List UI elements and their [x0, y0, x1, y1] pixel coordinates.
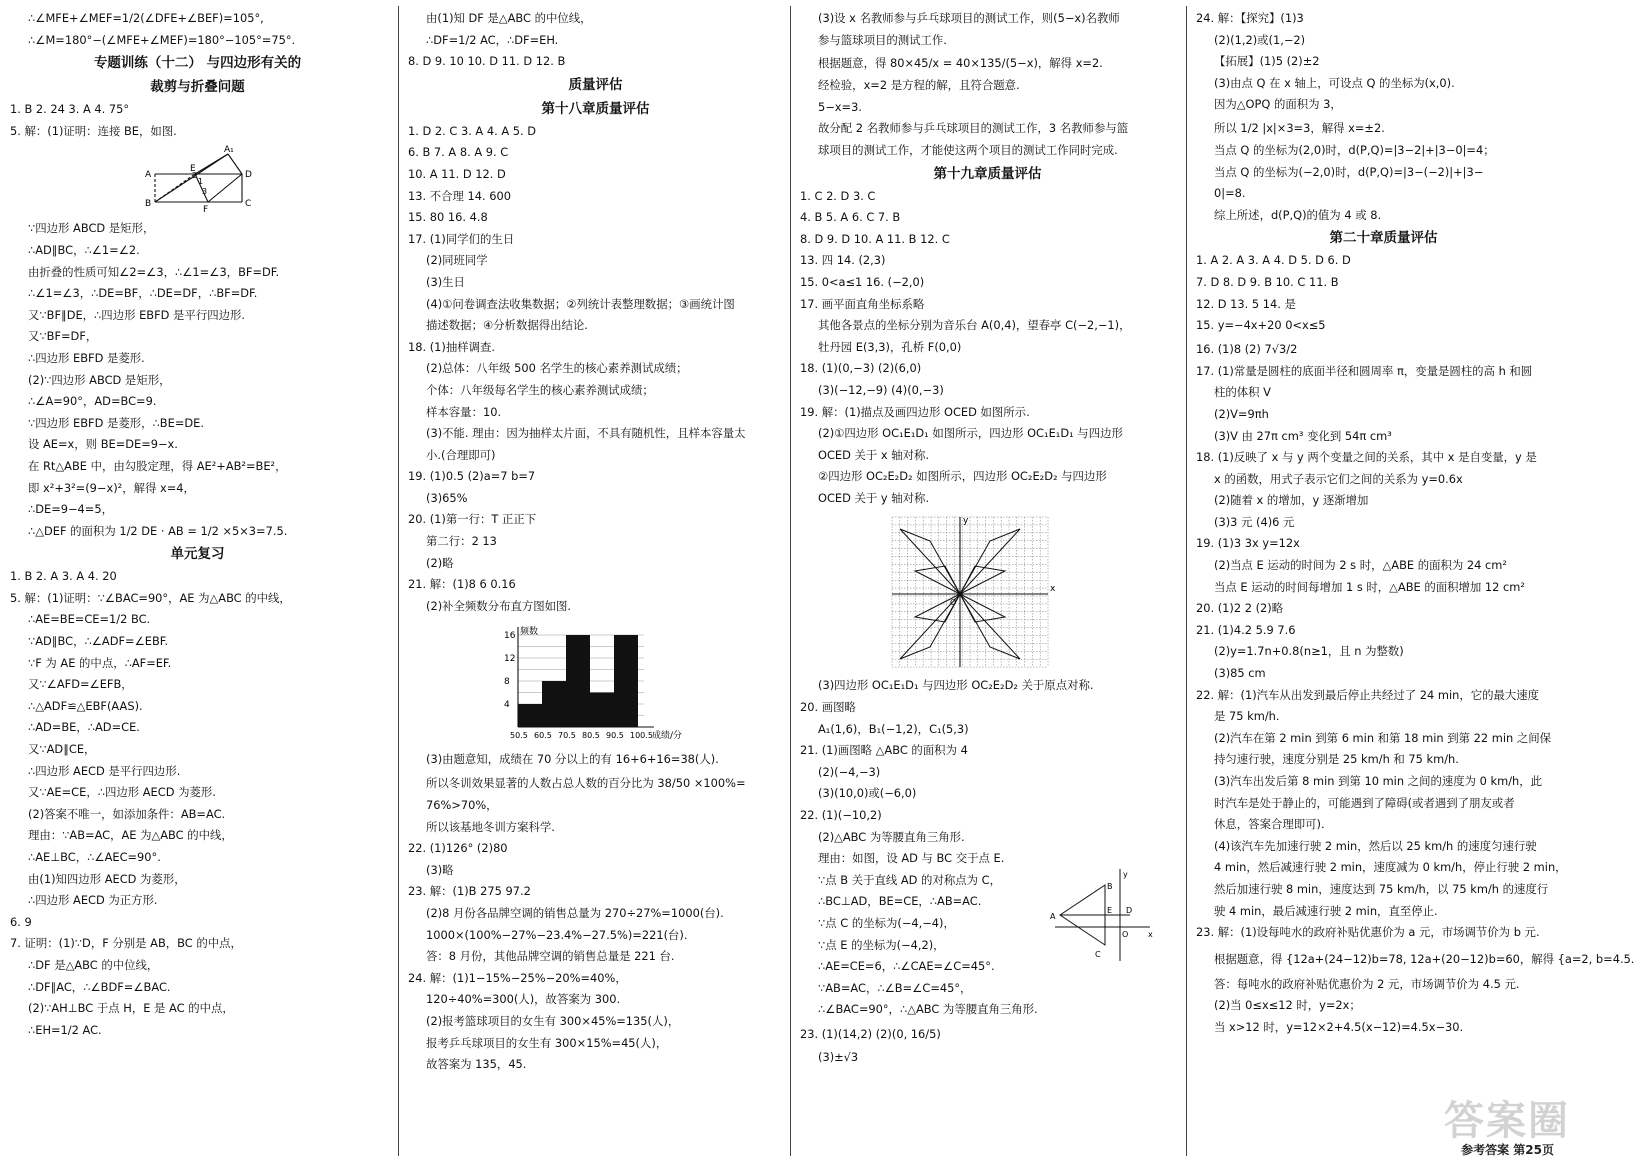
- text-line: 柱的体积 V: [1214, 385, 1271, 400]
- section-heading: 第十八章质量评估: [541, 100, 650, 117]
- text-line: 1. D 2. C 3. A 4. A 5. D: [408, 123, 537, 138]
- text-line: ∴∠MFE+∠MEF=1/2(∠DFE+∠BEF)=105°,: [28, 11, 264, 25]
- text-line: (3)汽车出发后第 8 min 到第 10 min 之间的速度为 0 km/h，此: [1214, 774, 1543, 788]
- section-heading: 第十九章质量评估: [933, 165, 1042, 182]
- x-axis-label: 成绩/分: [652, 731, 683, 742]
- text-line: ∵点 B 关于直线 AD 的对称点为 C，: [818, 872, 1001, 887]
- text-line: 1. B 2. 24 3. A 4. 75°: [10, 102, 130, 117]
- text-line: 当点 Q 的坐标为(2,0)时，d(P,Q)=|3−2|+|3−0|=4；: [1214, 142, 1495, 157]
- text-line: 1000×(100%−27%−23.4%−27.5%)=221(台).: [426, 927, 688, 942]
- text-line: 7. D 8. D 9. B 10. C 11. B: [1196, 274, 1339, 289]
- answer-column-4: [1196, 8, 1634, 1158]
- text-line: ∴DF∥AC，∴∠BDF=∠BAC.: [28, 979, 171, 994]
- fig-label: B: [1107, 881, 1113, 891]
- text-line: 理由：∵AB=AC，AE 为△ABC 的中线，: [28, 828, 233, 843]
- text-line: 15. y=−4x+20 0<x≤5: [1196, 318, 1326, 333]
- folding-figure: [10, 144, 385, 214]
- text-line: 19. 解：(1)描点及画四边形 OCED 如图所示.: [800, 404, 1030, 419]
- section-heading: 第二十章质量评估: [1329, 230, 1438, 247]
- text-line: 0|=8.: [1214, 186, 1246, 201]
- text-line: (2)∵四边形 ABCD 是矩形，: [28, 372, 171, 387]
- fig-label: B: [145, 199, 152, 210]
- text-line: (2)随着 x 的增加，y 逐渐增加: [1214, 493, 1369, 508]
- text-line: 设 AE=x，则 BE=DE=9−x.: [28, 437, 178, 452]
- text-line: ∴∠BAC=90°，∴△ABC 为等腰直角三角形.: [818, 1002, 1038, 1017]
- text-line: 10. A 11. D 12. D: [408, 166, 506, 181]
- text-line: 又∵AD∥CE，: [28, 742, 96, 757]
- text-line: 参与篮球项目的测试工作.: [818, 32, 947, 47]
- text-line: ∴AE⊥BC，∴∠AEC=90°.: [28, 850, 161, 864]
- text-line: ∵点 C 的坐标为(−4,−4)，: [818, 916, 955, 930]
- text-line: (2)总体：八年级 500 名学生的核心素养测试成绩；: [426, 361, 688, 376]
- isosceles-triangle-figure: [1050, 867, 1155, 962]
- text-line: 所以该基地冬训方案科学.: [426, 819, 555, 834]
- text-line: 4. B 5. A 6. C 7. B: [800, 210, 901, 225]
- text-line: ∴AD∥BC，∴∠1=∠2.: [28, 242, 140, 257]
- text-line: (2)当 0≤x≤12 时，y=2x；: [1214, 998, 1361, 1013]
- text-line: (2)汽车在第 2 min 到第 6 min 和第 18 min 到第 22 min 之间保: [1214, 730, 1552, 745]
- text-line: OCED 关于 y 轴对称.: [818, 490, 930, 505]
- text-line: 休息，答案合理即可).: [1214, 817, 1325, 832]
- text-line: 15. 0<a≤1 16. (−2,0): [800, 274, 925, 289]
- text-line: (3)生日: [426, 274, 465, 289]
- text-line: ∴AD=BE，∴AD=CE.: [28, 720, 140, 735]
- text-line: ∴DF=1/2 AC，∴DF=EH.: [426, 32, 559, 47]
- text-line: 当 x>12 时，y=12×2+4.5(x−12)=4.5x−30.: [1214, 1019, 1464, 1034]
- text-line: 76%>70%，: [426, 798, 498, 813]
- column-divider-2: [790, 6, 791, 1156]
- text-line: 故答案为 135，45.: [426, 1057, 527, 1072]
- histogram-bar: [590, 693, 614, 728]
- text-line: 由折叠的性质可知∠2=∠3，∴∠1=∠3，BF=DF.: [28, 264, 280, 279]
- text-line: 8. D 9. D 10. A 11. B 12. C: [800, 231, 950, 246]
- histogram-bar: [518, 704, 542, 727]
- answer-column-3: [800, 8, 1175, 1158]
- text-line: 然后加速行驶 8 min，速度达到 75 km/h，以 75 km/h 的速度行: [1214, 881, 1549, 896]
- text-line: 20. 画图略: [800, 700, 856, 715]
- text-line: ∵四边形 ABCD 是矩形，: [28, 221, 155, 236]
- text-line: ∵F 为 AE 的中点，∴AF=EF.: [28, 655, 172, 670]
- text-line: (2)报考篮球项目的女生有 300×45%=135(人)，: [426, 1013, 680, 1028]
- text-line: (3)(−12,−9) (4)(0,−3): [818, 382, 944, 397]
- text-line: (2)8 月份各品牌空调的销售总量为 270÷27%=1000(台).: [426, 906, 724, 920]
- text-line: ∴BC⊥AD，BE=CE，∴AB=AC.: [818, 894, 982, 909]
- text-line: ∵四边形 EBFD 是菱形，∴BE=DE.: [28, 415, 204, 430]
- text-line: 19. (1)3 3x y=12x: [1196, 536, 1300, 551]
- text-line: ∴四边形 AECD 为正方形.: [28, 893, 158, 908]
- text-line: 23. 解：(1)设每吨水的政府补贴优惠价为 a 元，市场调节价为 b 元.: [1196, 925, 1540, 940]
- text-line: 根据题意，得 80×45/x = 40×135/(5−x)，解得 x=2.: [818, 56, 1103, 71]
- histogram-figure: [408, 619, 783, 745]
- fig-label: E: [1107, 905, 1113, 915]
- text-line: 18. (1)反映了 x 与 y 两个变量之间的关系，其中 x 是自变量，y 是: [1196, 450, 1537, 465]
- text-line: 23. (1)(14,2) (2)(0, 16/5): [800, 1026, 941, 1041]
- text-line: 在 Rt△ABE 中，由勾股定理，得 AE²+AB²=BE²，: [28, 458, 287, 473]
- fig-label: D: [1126, 905, 1133, 915]
- x-tick-label: 90.5: [606, 731, 624, 741]
- text-line: 24. 解：(1)1−15%−25%−20%=40%，: [408, 970, 627, 985]
- text-line: (4)①问卷调查法收集数据；②列统计表整理数据；③画统计图: [426, 296, 735, 311]
- text-line: (2)y=1.7n+0.8(n≥1，且 n 为整数): [1214, 644, 1404, 659]
- text-line: 球项目的测试工作，才能使这两个项目的测试工作同时完成.: [818, 142, 1118, 157]
- text-line: 5. 解：(1)证明：∵∠BAC=90°，AE 为△ABC 的中线，: [10, 590, 291, 605]
- axis-label: O: [950, 598, 957, 608]
- histogram-bar: [566, 635, 590, 727]
- text-line: ②四边形 OC₂E₂D₂ 如图所示，四边形 OC₂E₂D₂ 与四边形: [818, 469, 1107, 484]
- fig-label: E: [190, 164, 196, 175]
- text-line: 17. 画平面直角坐标系略: [800, 296, 925, 311]
- text-line: (3)不能. 理由：因为抽样太片面，不具有随机性，且样本容量太: [426, 426, 746, 441]
- text-line: ∴EH=1/2 AC.: [28, 1022, 102, 1037]
- text-line: 17. (1)同学们的生日: [408, 231, 515, 246]
- text-line: 报考乒乓球项目的女生有 300×15%=45(人)，: [426, 1035, 668, 1050]
- text-line: (3)略: [426, 862, 454, 877]
- text-line: ∴∠M=180°−(∠MFE+∠MEF)=180°−105°=75°.: [28, 32, 296, 47]
- text-line: 所以 1/2 |x|×3=3，解得 x=±2.: [1214, 120, 1385, 135]
- text-line: (3)65%: [426, 490, 468, 505]
- text-line: 当点 Q 的坐标为(−2,0)时，d(P,Q)=|3−(−2)|+|3−: [1214, 164, 1484, 179]
- y-tick-label: 12: [504, 654, 516, 665]
- text-line: ∴AE=BE=CE=1/2 BC.: [28, 612, 151, 627]
- text-line: (3)85 cm: [1214, 666, 1266, 681]
- fig-label: y: [1123, 869, 1128, 879]
- text-line: (3)由题意知，成绩在 70 分以上的有 16+6+16=38(人).: [426, 752, 719, 767]
- axis-label: y: [963, 516, 969, 527]
- text-line: (2)(−4,−3): [818, 764, 881, 779]
- text-line: 17. (1)常量是圆柱的底面半径和圆周率 π，变量是圆柱的高 h 和圆: [1196, 363, 1533, 378]
- text-line: 经检验，x=2 是方程的解，且符合题意.: [818, 78, 1020, 93]
- text-line: x 的函数，用式子表示它们之间的关系为 y=0.6x: [1214, 471, 1463, 486]
- text-line: 8. D 9. 10 10. D 11. D 12. B: [408, 54, 566, 69]
- text-line: 120÷40%=300(人)，故答案为 300.: [426, 992, 621, 1007]
- histogram-bar: [614, 635, 638, 727]
- text-line: ∴DF 是△ABC 的中位线，: [28, 957, 159, 972]
- text-line: 时汽车是处于静止的，可能遇到了障碍(或者遇到了朋友或者: [1214, 795, 1515, 810]
- x-tick-label: 80.5: [582, 731, 600, 741]
- text-line: 22. 解：(1)汽车从出发到最后停止共经过了 24 min，它的最大速度: [1196, 687, 1540, 702]
- section-heading: 专题训练（十二） 与四边形有关的: [93, 55, 302, 72]
- text-line: 4 min，然后减速行驶 2 min，速度减为 0 km/h，停止行驶 2 min，: [1214, 860, 1567, 875]
- section-heading: 裁剪与折叠问题: [150, 79, 245, 96]
- text-line: 1. A 2. A 3. A 4. D 5. D 6. D: [1196, 253, 1351, 268]
- coordinate-grid-figure: [800, 511, 1175, 671]
- text-line: ∴∠A=90°，AD=BC=9.: [28, 394, 157, 409]
- text-line: 1. B 2. A 3. A 4. 20: [10, 569, 117, 584]
- section-heading: 质量评估: [568, 76, 623, 93]
- text-line: 24. 解：【探究】(1)3: [1196, 11, 1304, 25]
- text-line: 又∵BF∥DE，∴四边形 EBFD 是平行四边形.: [28, 307, 246, 322]
- text-line: (2)答案不唯一，如添加条件：AB=AC.: [28, 806, 226, 821]
- text-line: (2)△ABC 为等腰直角三角形.: [818, 829, 965, 844]
- text-line: A₁(1,6)，B₁(−1,2)，C₁(5,3): [818, 721, 969, 736]
- fig-label: 2: [192, 171, 198, 181]
- text-line: 1. C 2. D 3. C: [800, 188, 876, 203]
- text-line: ∵AB=AC，∴∠B=∠C=45°，: [818, 980, 972, 995]
- text-line: ∴AE=CE=6，∴∠CAE=∠C=45°.: [818, 959, 995, 974]
- text-line: 7. 证明：(1)∵D，F 分别是 AB，BC 的中点，: [10, 936, 242, 951]
- text-line: 因为△OPQ 的面积为 3，: [1214, 97, 1342, 112]
- text-line: 12. D 13. 5 14. 是: [1196, 296, 1296, 311]
- text-line: OCED 关于 x 轴对称.: [818, 447, 930, 462]
- text-line: 其他各景点的坐标分别为音乐台 A(0,4)，望春亭 C(−2,−1)，: [818, 318, 1131, 333]
- text-line: 13. 四 14. (2,3): [800, 253, 886, 268]
- text-line: (2)∵AH⊥BC 于点 H，E 是 AC 的中点，: [28, 1001, 234, 1016]
- column-divider-3: [1186, 6, 1187, 1156]
- text-line: ∴∠1=∠3，∴DE=BF，∴DE=DF，∴BF=DF.: [28, 286, 258, 301]
- text-line: 6. B 7. A 8. A 9. C: [408, 145, 509, 160]
- fig-label: C: [245, 199, 252, 210]
- frequency-histogram: [408, 619, 783, 745]
- text-line: ∵点 E 的坐标为(−4,2)，: [818, 937, 945, 952]
- text-line: 即 x²+3²=(9−x)²，解得 x=4，: [28, 480, 195, 495]
- text-line: (2)同班同学: [426, 253, 488, 268]
- section-heading: 单元复习: [170, 546, 225, 563]
- text-line: 牡丹园 E(3,3)，孔桥 F(0,0): [818, 339, 962, 354]
- text-line: 22. (1)126° (2)80: [408, 841, 508, 856]
- fig-label: 3: [202, 187, 208, 197]
- x-tick-label: 50.5: [510, 731, 528, 741]
- text-line: 驶 4 min，最后减速行驶 2 min，直至停止.: [1214, 903, 1438, 918]
- text-line: 描述数据；④分析数据得出结论.: [426, 318, 588, 333]
- text-line: (3)设 x 名教师参与乒乓球项目的测试工作，则(5−x)名教师: [818, 11, 1120, 25]
- text-line: 故分配 2 名教师参与乒乓球项目的测试工作，3 名教师参与篮: [818, 121, 1129, 136]
- text-line: ∴△DEF 的面积为 1/2 DE · AB = 1/2 ×5×3=7.5.: [28, 523, 288, 538]
- fig-label: C: [1095, 949, 1101, 959]
- text-line: 18. (1)抽样调查.: [408, 339, 496, 354]
- text-line: ∴DE=9−4=5，: [28, 502, 113, 517]
- text-line: (3)(10,0)或(−6,0): [818, 786, 917, 801]
- fig-label: A: [1050, 911, 1056, 921]
- text-line: 又∵BF=DF，: [28, 329, 98, 344]
- text-line: (3)V 由 27π cm³ 变化到 54π cm³: [1214, 428, 1392, 443]
- text-line: 【拓展】(1)5 (2)±2: [1214, 54, 1320, 69]
- text-line: 第二行：2 13: [426, 534, 497, 549]
- text-line: 20. (1)第一行：T 正正下: [408, 512, 537, 527]
- text-line: 根据题意，得 {12a+(24−12)b=78, 12a+(20−12)b=60，解得 {a=2, b=4.5.: [1214, 951, 1634, 966]
- text-line: 又∵∠AFD=∠EFB，: [28, 677, 133, 692]
- y-tick-label: 4: [504, 700, 510, 711]
- text-line: (2)当点 E 运动的时间为 2 s 时，△ABE 的面积为 24 cm²: [1214, 558, 1507, 573]
- text-line: 22. (1)(−10,2): [800, 808, 882, 823]
- text-line: 5. 解：(1)证明：连接 BE，如图.: [10, 123, 177, 138]
- text-line: 18. (1)(0,−3) (2)(6,0): [800, 361, 922, 376]
- triangle-block: [800, 827, 1175, 1021]
- text-line: 19. (1)0.5 (2)a=7 b=7: [408, 469, 536, 484]
- fig-label: F: [203, 205, 209, 216]
- text-line: 又∵AE=CE，∴四边形 AECD 为菱形.: [28, 785, 216, 800]
- watermark-logo: 答案圈: [1444, 1098, 1570, 1144]
- text-line: 由(1)知 DF 是△ABC 的中位线，: [426, 11, 592, 25]
- text-line: ∵AD∥BC，∴∠ADF=∠EBF.: [28, 634, 169, 649]
- text-line: 由(1)知四边形 AECD 为菱形，: [28, 871, 186, 886]
- page-number: 参考答案 第25页: [1461, 1143, 1554, 1157]
- text-line: 13. 不合理 14. 600: [408, 188, 512, 203]
- y-tick-label: 16: [504, 631, 516, 642]
- text-line: ∴△ADF≌△EBF(AAS).: [28, 698, 143, 713]
- text-line: 是 75 km/h.: [1214, 709, 1280, 724]
- text-line: 当点 E 运动的时间每增加 1 s 时，△ABE 的面积增加 12 cm²: [1214, 579, 1525, 594]
- text-line: ∴四边形 EBFD 是菱形.: [28, 350, 145, 365]
- text-line: 持匀速行驶，速度分别是 25 km/h 和 75 km/h.: [1214, 752, 1459, 767]
- text-line: (2)①四边形 OC₁E₁D₁ 如图所示，四边形 OC₁E₁D₁ 与四边形: [818, 426, 1123, 441]
- text-line: 6. 9: [10, 914, 32, 929]
- text-line: 答：每吨水的政府补贴优惠价为 2 元，市场调节价为 4.5 元.: [1214, 976, 1520, 991]
- fig-label: D: [245, 170, 252, 181]
- text-line: 23. 解：(1)B 275 97.2: [408, 884, 531, 899]
- text-line: (2)补全频数分布直方图如图.: [426, 598, 572, 613]
- text-line: 小.(合理即可): [426, 447, 496, 462]
- text-line: (2)V=9πh: [1214, 406, 1269, 421]
- x-tick-label: 100.5: [630, 731, 653, 741]
- y-axis-label: 频数: [520, 627, 539, 638]
- text-line: 5−x=3.: [818, 99, 862, 114]
- column-divider-1: [398, 6, 399, 1156]
- fig-label: O: [1122, 929, 1129, 939]
- answer-column-2: [408, 8, 783, 1158]
- text-line: (3)四边形 OC₁E₁D₁ 与四边形 OC₂E₂D₂ 关于原点对称.: [818, 678, 1094, 693]
- fig-label: A: [145, 170, 152, 181]
- x-tick-label: 70.5: [558, 731, 576, 741]
- text-line: (3)由点 Q 在 x 轴上，可设点 Q 的坐标为(x,0).: [1214, 75, 1455, 90]
- fig-label: A₁: [224, 145, 234, 156]
- fig-label: 1: [198, 177, 204, 187]
- x-tick-label: 60.5: [534, 731, 552, 741]
- text-line: 理由：如图，设 AD 与 BC 交于点 E.: [818, 851, 1005, 866]
- fig-label: x: [1148, 929, 1153, 939]
- text-line: 样本容量：10.: [426, 404, 502, 419]
- coordinate-grid: [800, 511, 1175, 671]
- text-line: (2)略: [426, 555, 454, 570]
- text-line: 20. (1)2 2 (2)略: [1196, 601, 1284, 616]
- text-line: (4)该汽车先加速行驶 2 min，然后以 25 km/h 的速度匀速行驶: [1214, 838, 1537, 853]
- answer-column-1: [10, 8, 385, 1158]
- text-line: 21. (1)画图略 △ABC 的面积为 4: [800, 743, 968, 758]
- y-tick-label: 8: [504, 677, 510, 688]
- text-line: 答：8 月份，其他品牌空调的销售总量是 221 台.: [426, 949, 675, 964]
- histogram-bar: [542, 681, 566, 727]
- text-line: 个体：八年级每名学生的核心素养测试成绩；: [426, 382, 654, 397]
- text-line: 16. (1)8 (2) 7√3/2: [1196, 341, 1298, 356]
- text-line: (3)±√3: [818, 1049, 859, 1064]
- text-line: (2)(1,2)或(1,−2): [1214, 32, 1306, 47]
- text-line: 所以冬训效果显著的人数占总人数的百分比为 38/50 ×100%=: [426, 776, 746, 791]
- axis-label: x: [1050, 584, 1056, 595]
- text-line: 21. (1)4.2 5.9 7.6: [1196, 622, 1296, 637]
- text-line: 21. 解：(1)8 6 0.16: [408, 577, 516, 592]
- text-line: (3)3 元 (4)6 元: [1214, 514, 1295, 529]
- text-line: 综上所述，d(P,Q)的值为 4 或 8.: [1214, 207, 1382, 222]
- text-line: ∴四边形 AECD 是平行四边形.: [28, 763, 181, 778]
- text-line: 15. 80 16. 4.8: [408, 210, 488, 225]
